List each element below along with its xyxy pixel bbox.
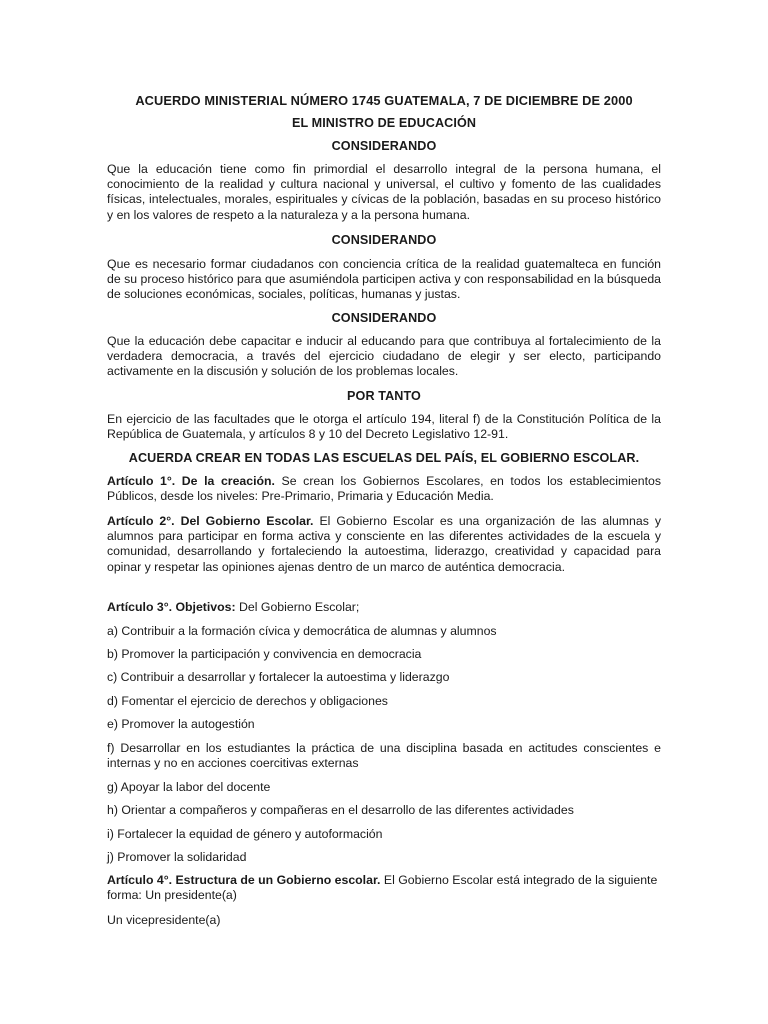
acuerda-heading: ACUERDA CREAR EN TODAS LAS ESCUELAS DEL PAÍS, EL GOBIERNO ESCOLAR.: [128, 451, 640, 465]
considerando-1-heading: CONSIDERANDO: [331, 139, 437, 153]
article-4-text: El Gobierno Escolar está integrado de la siguiente forma: Un presidente(a): [107, 873, 658, 903]
considerando-3-text: Que la educación debe capacitar e inducir al educando para que contribuya al fortalecimiento de la verdadera democracia, a través del ejercicio ciudadano de elegir y ser electo, participando activamente en la discusión y solución de los problemas locales.: [107, 334, 661, 379]
considerando-2-heading: CONSIDERANDO: [331, 233, 437, 247]
article-3-label: Artículo 3°. Objetivos:: [107, 600, 236, 614]
article-2-label: Artículo 2°. Del Gobierno Escolar.: [107, 514, 314, 528]
objective-item: d) Fomentar el ejercicio de derechos y obligaciones: [107, 694, 388, 708]
objective-item: e) Promover la autogestión: [107, 717, 255, 731]
document-title: ACUERDO MINISTERIAL NÚMERO 1745 GUATEMALA, 7 DE DICIEMBRE DE 2000: [135, 93, 633, 108]
article-3: [107, 600, 661, 615]
objective-item: a) Contribuir a la formación cívica y democrática de alumnas y alumnos: [107, 624, 497, 638]
objective-item: j) Promover la solidaridad: [107, 850, 247, 864]
article-4-label: Artículo 4°. Estructura de un Gobierno escolar.: [107, 873, 381, 887]
article-1: [107, 474, 661, 504]
article-3-text: Del Gobierno Escolar;: [235, 600, 360, 614]
article-4: [107, 873, 661, 903]
objective-item: b) Promover la participación y convivencia en democracia: [107, 647, 422, 661]
considerando-3-heading: CONSIDERANDO: [331, 311, 437, 325]
objective-item: i) Fortalecer la equidad de género y autoformación: [107, 827, 383, 841]
last-line: Un vicepresidente(a): [107, 913, 221, 927]
article-1-text: Se crean los Gobiernos Escolares, en todos los establecimientos Públicos, desde los niveles: Pre-Primario, Primaria y Educación Media.: [107, 474, 661, 504]
por-tanto-text: En ejercicio de las facultades que le otorga el artículo 194, literal f) de la Constitución Política de la República de Guatemala, y artículos 8 y 10 del Decreto Legislativo 12-91.: [107, 412, 661, 442]
objective-item: h) Orientar a compañeros y compañeras en el desarrollo de las diferentes actividades: [107, 803, 574, 817]
article-2: [107, 514, 661, 575]
por-tanto-heading: POR TANTO: [347, 389, 421, 403]
document-subtitle: EL MINISTRO DE EDUCACIÓN: [291, 116, 477, 130]
article-1-label: Artículo 1°. De la creación.: [107, 474, 275, 488]
considerando-2-text: Que es necesario formar ciudadanos con conciencia crítica de la realidad guatemalteca en función de su proceso histórico para que asumiéndola participen activa y con responsabilidad en la búsqueda de soluciones económicas, sociales, políticas, humanas y justas.: [107, 257, 661, 302]
objective-item: g) Apoyar la labor del docente: [107, 780, 271, 794]
objective-item: f) Desarrollar en los estudiantes la práctica de una disciplina basada en actitudes conscientes e internas y no en acciones coercitivas externas: [107, 741, 661, 771]
objective-item: c) Contribuir a desarrollar y fortalecer la autoestima y liderazgo: [107, 670, 450, 684]
considerando-1-text: Que la educación tiene como fin primordial el desarrollo integral de la persona humana, el conocimiento de la realidad y cultura nacional y universal, el cultivo y fomento de las cualidades físicas, intelectuales, morales, espirituales y cívicas de la población, basadas en su proceso histórico y en los valores de respeto a la naturaleza y a la persona humana.: [107, 162, 661, 222]
article-2-text: El Gobierno Escolar es una organización de las alumnas y alumnos para participar en forma activa y consciente en las diferentes actividades de la escuela y comunidad, desarrollando y fortaleciendo la autoestima, liderazgo, creatividad y capacidad para opinar y respetar las opiniones ajenas dentro de un marco de auténtica democracia.: [107, 514, 661, 574]
